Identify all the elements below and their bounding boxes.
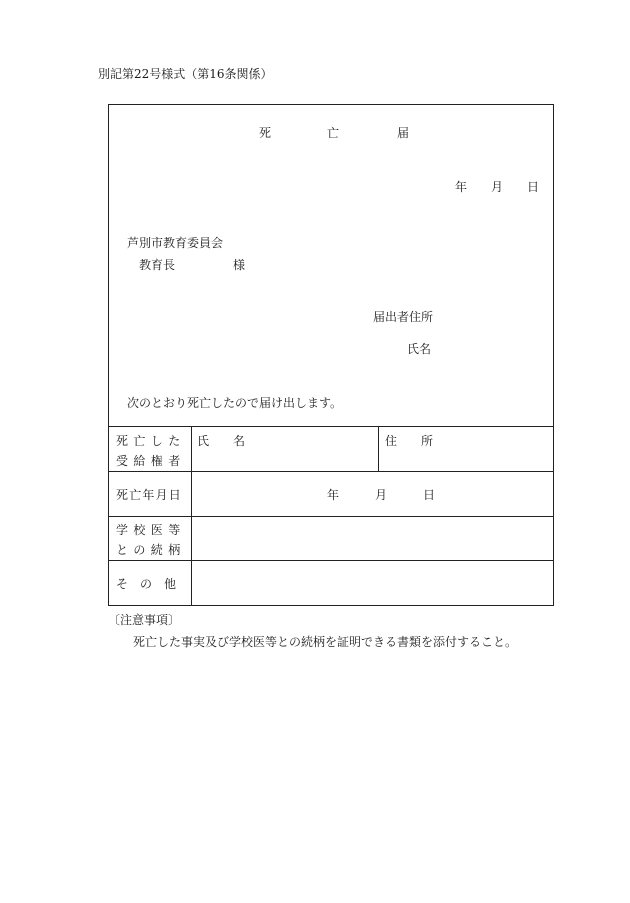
notification-form-top xyxy=(108,104,554,427)
notes-title: 〔注意事項〕 xyxy=(108,613,181,627)
addressee-organization: 芦別市教育委員会 xyxy=(127,236,224,250)
title-char-3: 届 xyxy=(397,126,410,140)
addressee-honorific: 様 xyxy=(233,258,246,272)
form-number-header: 別記第22号様式（第16条関係） xyxy=(98,67,273,81)
notes-body: 死亡した事実及び学校医等との続柄を証明できる書類を添付すること。 xyxy=(133,635,518,649)
details-table xyxy=(108,426,554,606)
death-day: 日 xyxy=(423,488,436,502)
date-day: 日 xyxy=(527,180,540,194)
relationship-label-line1: 学校医等 xyxy=(116,523,186,537)
date-month: 月 xyxy=(491,180,504,194)
row-divider xyxy=(109,471,553,472)
date-year: 年 xyxy=(455,180,468,194)
row-divider xyxy=(109,560,553,561)
name-address-divider xyxy=(378,427,379,471)
submitter-address-label: 届出者住所 xyxy=(373,310,434,324)
declaration-statement: 次のとおり死亡したので届け出します。 xyxy=(127,396,343,410)
death-month: 月 xyxy=(375,488,388,502)
date-of-death-label: 死亡年月日 xyxy=(116,488,183,502)
deceased-label-line1: 死亡した xyxy=(116,434,186,448)
title-char-1: 死 xyxy=(259,126,272,140)
submitter-name-label: 氏名 xyxy=(407,342,432,356)
relationship-label-line2: との続柄 xyxy=(116,543,186,557)
death-year: 年 xyxy=(327,488,340,502)
row-divider xyxy=(109,516,553,517)
name-label: 氏 名 xyxy=(197,434,246,448)
label-column-divider xyxy=(191,427,192,605)
title-char-2: 亡 xyxy=(327,126,340,140)
address-label: 住 所 xyxy=(385,434,434,448)
deceased-label-line2: 受給権者 xyxy=(116,454,186,468)
addressee-title: 教育長 xyxy=(139,258,176,272)
other-label: そ の 他 xyxy=(116,577,177,591)
